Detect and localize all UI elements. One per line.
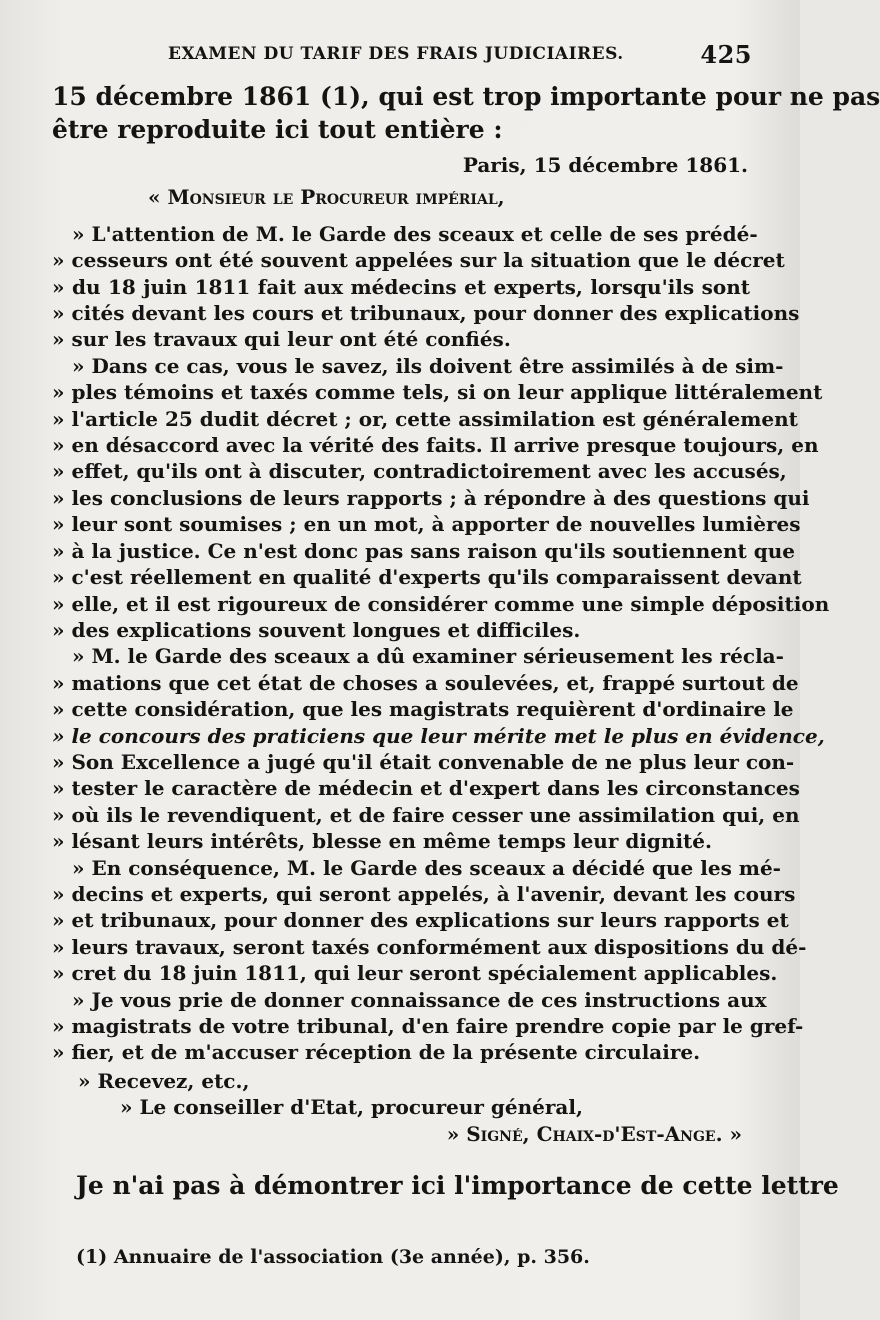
text-line: » mations que cet état de choses a soulevées, et, frappé surtout de [52, 670, 799, 695]
text-line: » les conclusions de leurs rapports ; à répondre à des questions qui [52, 485, 810, 510]
page-number: 425 [700, 40, 752, 69]
text-line: » ples témoins et taxés comme tels, si on leur applique littéralement [52, 380, 823, 405]
letter-dateline: Paris, 15 décembre 1861. [462, 153, 748, 177]
text-line: 15 décembre 1861 (1), qui est trop importante pour ne pas [52, 82, 880, 111]
text-line: » Je vous prie de donner connaissance de ces instructions aux [72, 987, 767, 1012]
text-line: » fier, et de m'accuser réception de la présente circulaire. [52, 1040, 701, 1065]
text-line: » lésant leurs intérêts, blesse en même temps leur dignité. [52, 829, 712, 854]
letter-closing [52, 1068, 750, 1147]
text-line: » sur les travaux qui leur ont été confiés. [52, 327, 511, 352]
text-line: » l'article 25 dudit décret ; or, cette assimilation est généralement [52, 406, 798, 431]
text-line: » où ils le revendiquent, et de faire cesser une assimilation qui, en [52, 802, 800, 827]
text-line: » en désaccord avec la vérité des faits. Il arrive presque toujours, en [52, 433, 819, 458]
text-line: » à la justice. Ce n'est donc pas sans raison qu'ils soutiennent que [52, 538, 795, 563]
text-line: » et tribunaux, pour donner des explications sur leurs rapports et [52, 908, 789, 933]
letter-paragraph [52, 353, 830, 643]
running-header [168, 40, 752, 69]
text-line-italic: » le concours des praticiens que leur mérite met le plus en évidence, [52, 723, 825, 748]
text-line: » effet, qu'ils ont à discuter, contradictoirement avec les accusés, [52, 459, 787, 484]
footnote: (1) Annuaire de l'association (3e année), p. 356. [76, 1246, 590, 1268]
letter-salutation: « Monsieur le Procureur impérial, [148, 185, 505, 210]
text-line: » du 18 juin 1811 fait aux médecins et experts, lorsqu'ils sont [52, 274, 750, 299]
closing-line: » Le conseiller d'Etat, procureur général, [120, 1095, 583, 1120]
text-line: » cités devant les cours et tribunaux, pour donner des explications [52, 301, 800, 326]
text-line: » leur sont soumises ; en un mot, à apporter de nouvelles lumières [52, 512, 801, 537]
text-line: » decins et experts, qui seront appelés, à l'avenir, devant les cours [52, 881, 796, 906]
text-line: » cesseurs ont été souvent appelées sur la situation que le décret [52, 248, 785, 273]
text-line: » Son Excellence a jugé qu'il était convenable de ne plus leur con- [52, 749, 795, 774]
text-line: » cette considération, que les magistrats requièrent d'ordinaire le [52, 697, 794, 722]
text-line: » En conséquence, M. le Garde des sceaux a décidé que les mé- [72, 855, 781, 880]
text-line: » M. le Garde des sceaux a dû examiner sérieusement les récla- [72, 644, 784, 669]
text-line: » des explications souvent longues et difficiles. [52, 617, 581, 642]
lead-text [52, 80, 880, 146]
letter-paragraph [52, 855, 807, 987]
text-line: être reproduite ici tout entière : [52, 115, 503, 144]
letter-paragraph [52, 643, 825, 854]
text-line: » leurs travaux, seront taxés conformément aux dispositions du dé- [52, 934, 807, 959]
running-title: EXAMEN DU TARIF DES FRAIS JUDICIAIRES. [168, 44, 624, 64]
text-line: » c'est réellement en qualité d'experts qu'ils comparaissent devant [52, 565, 802, 590]
letter-paragraph [52, 987, 804, 1066]
text-line: » cret du 18 juin 1811, qui leur seront spécialement applicables. [52, 961, 778, 986]
signature-line: » Signé, Chaix-d'Est-Ange. » [446, 1121, 742, 1146]
closing-line: » Recevez, etc., [78, 1068, 250, 1093]
continuation-text: Je n'ai pas à démontrer ici l'importance de cette lettre [76, 1171, 839, 1201]
text-line: » magistrats de votre tribunal, d'en faire prendre copie par le gref- [52, 1014, 804, 1038]
text-line: » L'attention de M. le Garde des sceaux et celle de ses prédé- [72, 221, 758, 246]
letter-paragraph [52, 221, 800, 353]
text-line: » tester le caractère de médecin et d'expert dans les circonstances [52, 776, 800, 801]
page-body [52, 80, 880, 1202]
text-line: » Dans ce cas, vous le savez, ils doivent être assimilés à de sim- [72, 353, 784, 378]
text-line: » elle, et il est rigoureux de considérer comme une simple déposition [52, 591, 830, 616]
